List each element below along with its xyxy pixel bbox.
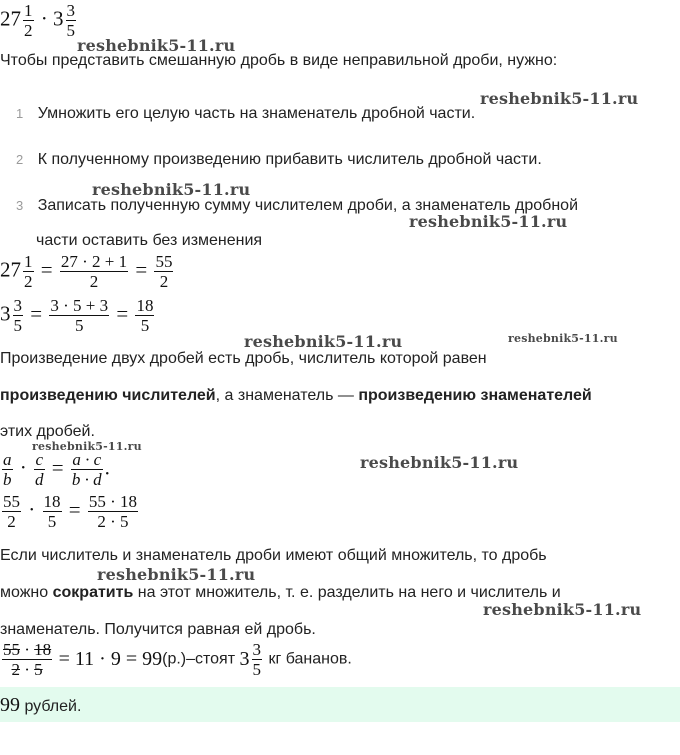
step-number: 1 — [16, 106, 24, 121]
watermark: reshebnik5-11.ru — [360, 453, 519, 472]
rule-bold-1: произведению числителей — [0, 387, 216, 404]
step-number: 2 — [16, 152, 24, 167]
reduce-line-1: Если числитель и знаменатель дроби имеют общий множитель, то дробь — [0, 547, 547, 564]
reduce-line-3: знаменатель. Получится равная ей дробь. — [0, 621, 316, 638]
conv2-middle-frac: $\frac{3 \cdot 5 + 3}{5}$ — [50, 296, 109, 335]
step-text: К полученному произведению прибавить числитель дробной части. — [37, 151, 542, 168]
step-number: 3 — [16, 198, 24, 213]
conversion-2: 3 $\frac{3}{5}$ = $\frac{3 \cdot 5 + 3}{5}$ = $\frac{18}{5}$ — [0, 296, 154, 335]
intro-text: Чтобы представить смешанную дробь в виде неправильной дроби, нужно: — [0, 52, 558, 69]
reduce-line-2: можно сократить на этот множитель, т. е. разделить на него и числитель и — [0, 584, 561, 601]
conv2-mixed-frac: $\frac{3}{5}$ — [13, 296, 22, 335]
watermark: reshebnik5-11.ru — [480, 89, 639, 108]
watermark: reshebnik5-11.ru — [508, 332, 618, 345]
task-expression — [0, 2, 78, 39]
rule-bold-2: произведению знаменателей — [358, 387, 592, 404]
task-dot: · — [40, 6, 48, 31]
watermark: reshebnik5-11.ru — [97, 565, 256, 584]
conv2-result-frac: $\frac{18}{5}$ — [136, 296, 154, 335]
rule-line-1: Произведение двух дробей есть дробь, числитель которой равен — [0, 350, 487, 367]
watermark: reshebnik5-11.ru — [92, 180, 251, 199]
conv1-mixed-frac: $\frac{1}{2}$ — [24, 252, 33, 291]
answer-text: рублей. — [20, 698, 82, 715]
final-frac: $\frac{55 \cdot 18}{2 \cdot 5}$ — [3, 640, 52, 679]
reduce-bold: сократить — [52, 584, 134, 601]
product-expression: $\frac{55}{2}$ · $\frac{18}{5}$ = $\frac{55 \cdot 18}{2 \cdot 5}$ — [3, 492, 138, 531]
step-3-continuation: части оставить без изменения — [36, 232, 263, 249]
task-frac-2: $\frac{3}{5}$ — [66, 1, 75, 40]
rule-line-3: этих дробей. — [0, 423, 95, 440]
general-formula: $\frac{a}{b}$ · $\frac{c}{d}$ = $\frac{a \cdot c}{b \cdot d}$ . — [3, 450, 110, 489]
answer-box — [0, 687, 680, 722]
final-computation: $\frac{55 \cdot 18}{2 \cdot 5}$ = 11 · 9 = 99(р.)–стоят 3 $\frac{3}{5}$ кг бананов. — [3, 640, 352, 679]
answer-number: 99 — [0, 694, 20, 716]
watermark: reshebnik5-11.ru — [483, 600, 642, 619]
task-whole: 27 — [0, 6, 21, 31]
step-1 — [16, 104, 475, 124]
conversion-1: 27 $\frac{1}{2}$ = $\frac{27 \cdot 2 + 1}{2}$ = $\frac{55}{2}$ — [0, 252, 173, 291]
watermark: reshebnik5-11.ru — [409, 212, 568, 231]
step-text: Умножить его целую часть на знаменатель дробной части. — [37, 105, 476, 122]
step-text: Записать полученную сумму числителем дроби, а знаменатель дробной — [37, 197, 579, 214]
rule-line-2: произведению числителей, а знаменатель — произведению знаменателей — [0, 387, 592, 404]
conv1-middle-frac: $\frac{27 \cdot 2 + 1}{2}$ — [60, 252, 128, 291]
conv1-result-frac: $\frac{55}{2}$ — [155, 252, 173, 291]
watermark: reshebnik5-11.ru — [77, 36, 236, 55]
watermark: reshebnik5-11.ru — [32, 440, 142, 453]
step-2 — [16, 150, 542, 170]
task-whole-2: 3 — [53, 6, 64, 31]
task-frac-1: $\frac{1}{2}$ — [24, 1, 33, 40]
watermark: reshebnik5-11.ru — [244, 332, 403, 351]
